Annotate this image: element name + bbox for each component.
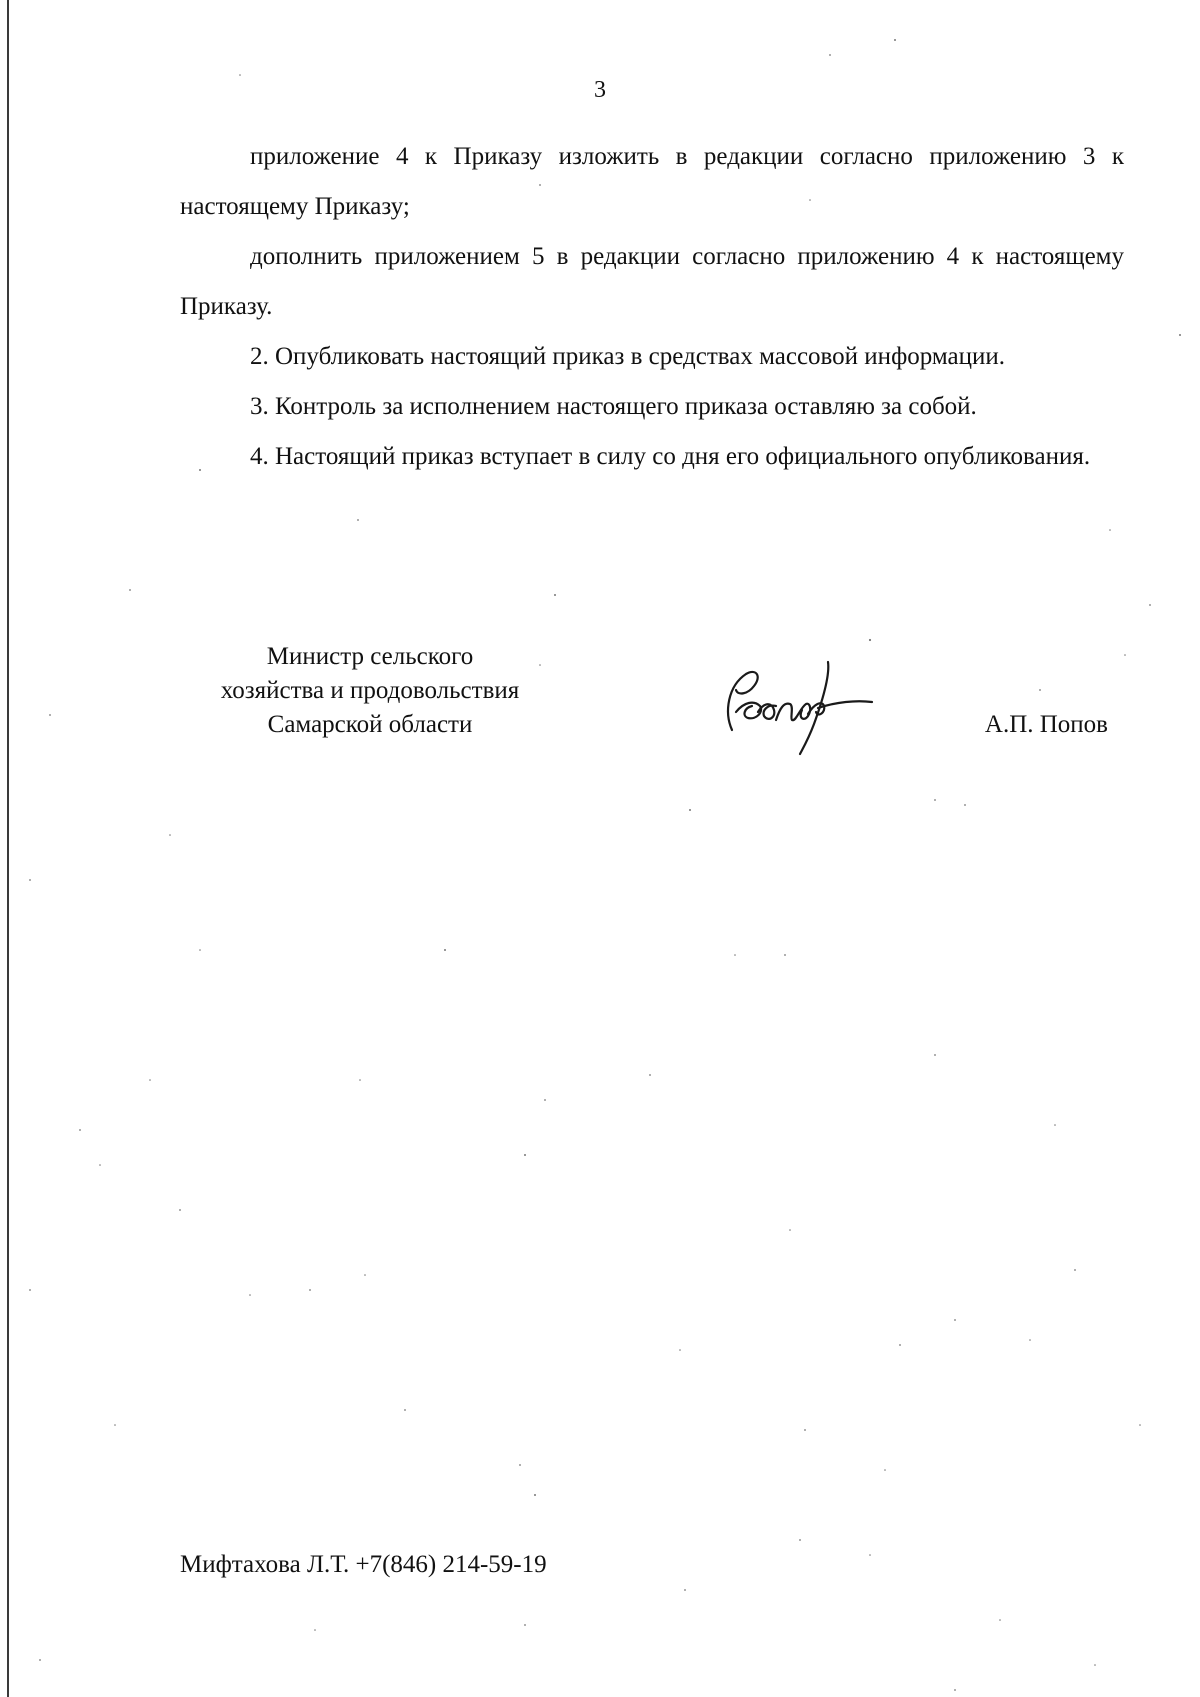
signer-position-line: Самарской области xyxy=(267,711,473,738)
paragraph-item-3: 3. Контроль за исполнением настоящего приказа оставляю за собой. xyxy=(250,393,977,420)
signer-position-line: Министр сельского xyxy=(266,643,474,670)
paragraph-item-4: 4. Настоящий приказ вступает в силу со дня его официального опубликования. xyxy=(250,443,1091,470)
signer-name: А.П. Попов xyxy=(984,711,1108,738)
paragraph-appendix-5: дополнить приложением 5 в редакции согласно приложению 4 к настоящему Приказу. xyxy=(180,243,1124,320)
signer-position-line: хозяйства и продовольствия xyxy=(220,677,520,704)
paragraph-appendix-4: приложение 4 к Приказу изложить в редакции согласно приложению 3 к настоящему Приказу; xyxy=(180,143,1124,220)
page-number: 3 xyxy=(594,77,606,103)
paragraph-item-2: 2. Опубликовать настоящий приказ в средствах массовой информации. xyxy=(250,343,1006,370)
executor-contact: Мифтахова Л.Т. +7(846) 214-59-19 xyxy=(180,1551,547,1578)
